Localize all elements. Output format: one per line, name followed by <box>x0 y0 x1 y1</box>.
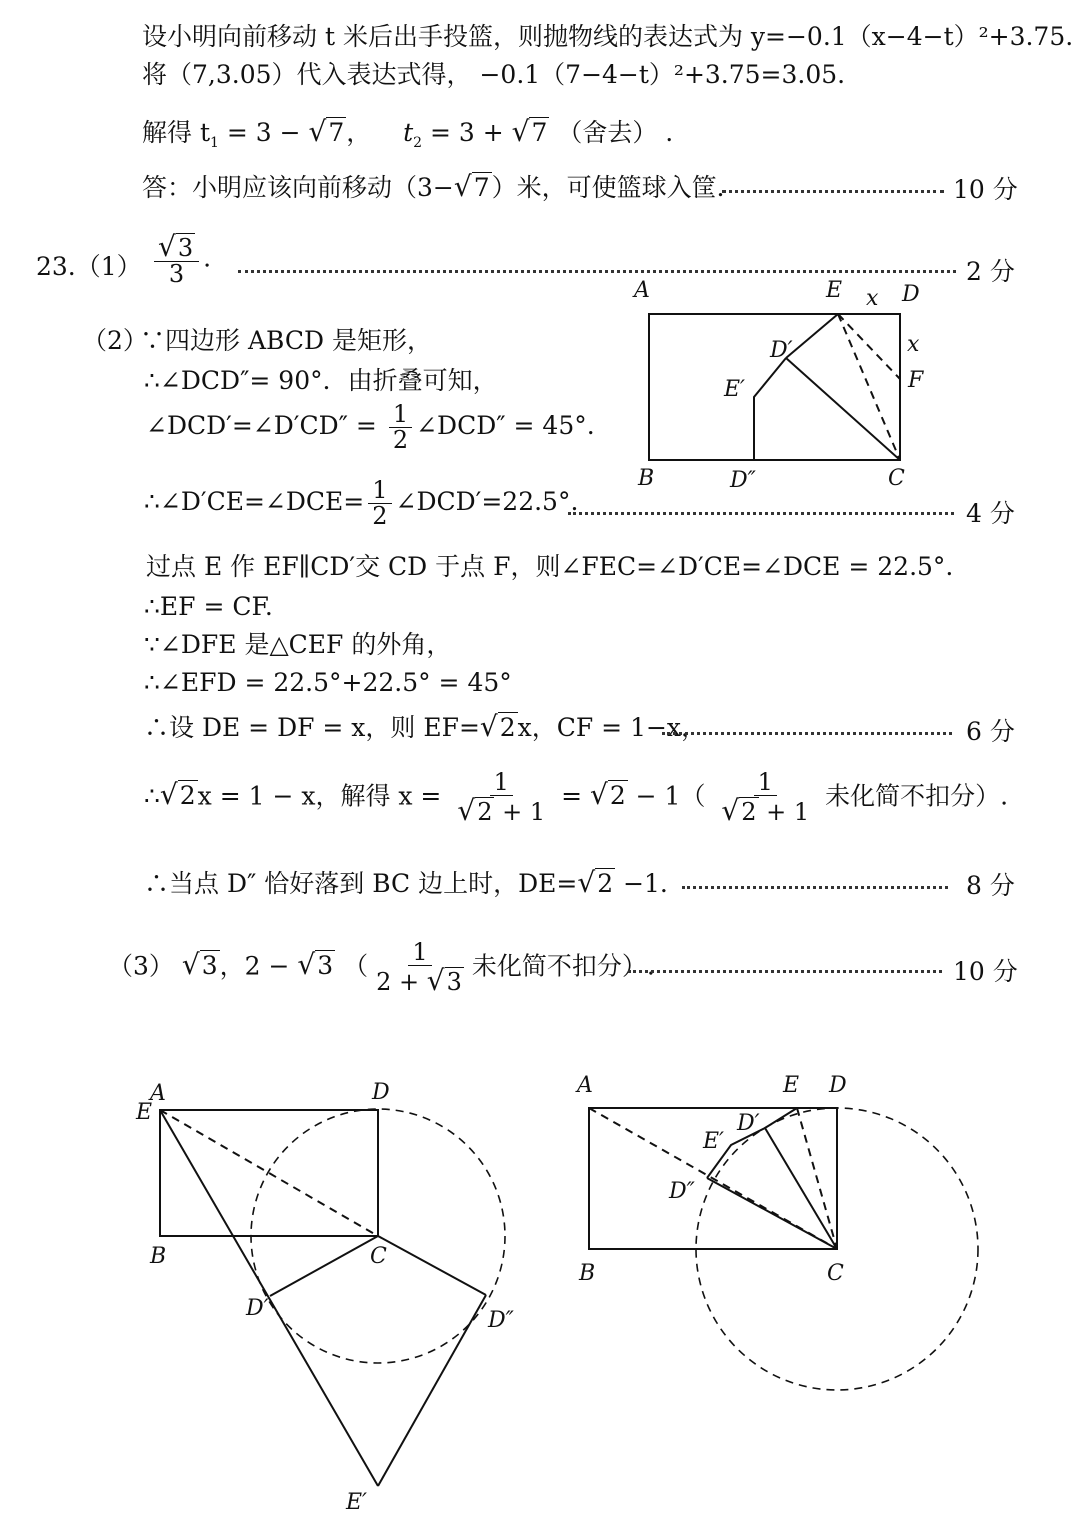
proof-line-1: ∵四边形 ABCD 是矩形， <box>140 326 432 355</box>
label-a: A <box>634 278 650 303</box>
label-x-side: x <box>907 332 920 357</box>
score-label: 10 分 <box>953 175 1018 204</box>
rectangle-abcd <box>649 314 900 460</box>
label-x-top: x <box>866 286 879 311</box>
dot-leader <box>722 190 944 193</box>
geometry-figure-3 <box>565 1070 995 1400</box>
proof-line-2: ∴∠DCD″= 90°．由折叠可知， <box>144 366 498 395</box>
label-b: B <box>150 1244 167 1269</box>
segment-dc <box>786 358 900 460</box>
geometry-figure-1 <box>620 275 940 495</box>
q23-part3: （3） √3，2 − √3 （ $\frac{1}{2 + √3}$ 未化简不扣分）. <box>108 938 655 998</box>
dot-leader <box>682 886 948 889</box>
score-label: 2 分 <box>966 257 1015 286</box>
segment-ed <box>786 314 838 358</box>
label-d-prime: D′ <box>770 338 793 363</box>
q23-part2-label: （2） <box>82 326 148 355</box>
label-d-double-prime: D″ <box>669 1179 695 1204</box>
label-c: C <box>370 1244 387 1269</box>
label-d: D <box>902 282 920 307</box>
fold-line-ec <box>160 1110 378 1236</box>
segment-ec <box>797 1108 837 1249</box>
label-e-prime: E′ <box>724 377 746 402</box>
label-a: A <box>150 1081 166 1106</box>
label-b: B <box>579 1261 596 1286</box>
label-e: E <box>783 1073 800 1098</box>
segment-ddprime-c <box>707 1178 837 1249</box>
segment-c-ddprime <box>378 1236 486 1295</box>
label-c: C <box>888 466 905 491</box>
label-f: F <box>908 368 924 393</box>
label-e-prime: E′ <box>703 1129 725 1154</box>
proof-line-10: ∴√2x = 1 − x，解得 x = $\frac{1}{√2 + 1}$ = √2 − 1（ $\frac{1}{√2 + 1}$ 未化简不扣分）. <box>144 768 1009 828</box>
proof-line-7: ∵∠DFE 是△CEF 的外角， <box>144 630 452 659</box>
folded-edge <box>754 358 786 460</box>
segment-ef <box>838 314 900 379</box>
geometry-figure-2 <box>130 1075 550 1515</box>
label-d-double-prime: D″ <box>488 1308 514 1333</box>
segment-ddprime-eprime <box>378 1295 486 1486</box>
proof-line-11: ∴当点 D″ 恰好落到 BC 边上时，DE=√2 −1． <box>144 866 685 899</box>
label-d-double-prime: D″ <box>730 468 756 493</box>
label-b: B <box>638 466 655 491</box>
dot-leader <box>568 512 954 515</box>
prev-line-1: 设小明向前移动 t 米后出手投篮，则抛物线的表达式为 y=−0.1（x−4−t）²+3.75. <box>142 22 1074 51</box>
score-label: 6 分 <box>966 717 1015 746</box>
label-d-prime: D′ <box>737 1111 760 1136</box>
dot-leader <box>238 270 956 273</box>
fold-line-ec <box>838 314 900 460</box>
label-e: E <box>136 1100 153 1125</box>
prev-line-3: 解得 $t_1 = 3 - √7$， $t_2 = 3 + √7$ （舍去） . <box>142 115 674 151</box>
segment-e-eprime <box>160 1110 378 1486</box>
proof-line-8: ∴∠EFD = 22.5°+22.5° = 45° <box>144 668 512 697</box>
score-label: 10 分 <box>953 957 1018 986</box>
dot-leader <box>662 732 952 735</box>
label-e-prime: E′ <box>346 1490 368 1515</box>
proof-line-9: ∴设 DE = DF = x，则 EF=√2x，CF = 1−x， <box>144 710 707 743</box>
label-d-prime: D′ <box>246 1296 269 1321</box>
label-c: C <box>827 1261 844 1286</box>
score-label: 4 分 <box>966 499 1015 528</box>
proof-line-6: ∴EF = CF. <box>144 592 273 621</box>
prev-line-4: 答：小明应该向前移动（3−√7）米，可使篮球入筐． <box>142 170 742 203</box>
score-label: 8 分 <box>966 871 1015 900</box>
proof-line-3: ∠DCD′=∠D′CD″ = $\frac{1}{2}$ ∠DCD″ = 45°. <box>146 400 595 455</box>
label-e: E <box>826 278 843 303</box>
q23-part1-label: 23.（1） <box>36 252 142 281</box>
dot-leader <box>628 970 942 973</box>
segment-dprime-c <box>765 1128 837 1249</box>
proof-line-5: 过点 E 作 EF∥CD′交 CD 于点 F，则∠FEC=∠D′CE=∠DCE = 22.5°. <box>146 552 954 581</box>
prev-line-2: 将（7,3.05）代入表达式得， −0.1（7−4−t）²+3.75=3.05. <box>142 60 846 89</box>
label-d: D <box>829 1073 847 1098</box>
proof-line-4: ∴∠D′CE=∠DCE= $\frac{1}{2}$ ∠DCD′=22.5°. <box>144 476 579 531</box>
label-a: A <box>577 1073 593 1098</box>
segment-c-dprime <box>270 1236 378 1296</box>
label-d: D <box>372 1080 390 1105</box>
q23-part1-answer: $\frac{√3}{3}$ . <box>150 232 211 288</box>
